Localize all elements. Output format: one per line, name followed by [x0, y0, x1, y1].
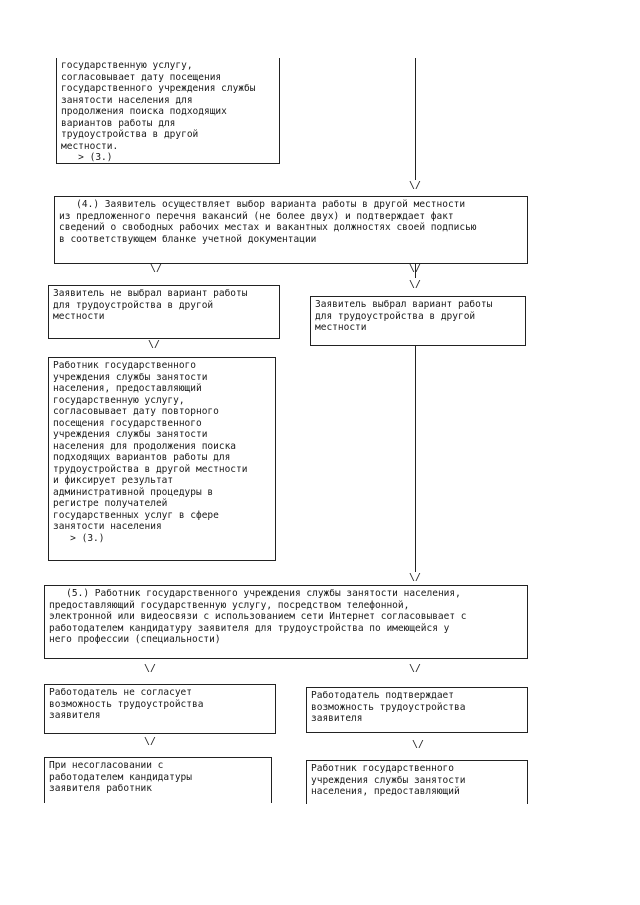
arrow-down-icon: \/ — [148, 339, 161, 350]
arrow-down-icon: \/ — [144, 736, 157, 747]
step-4-box: (4.) Заявитель осуществляет выбор варианта работы в другой местности из предложенного перечня вакансий (не более двух) и подтверждает факт сведений о свободных рабочих местах и вакантных должностях своей подписью в соответствующем бланке учетной документации — [54, 196, 528, 264]
worker-reschedule-box: Работник государственного учреждения службы занятости населения, предоставляющий государственную услугу, согласовывает дату повторного посещения государственного учреждения службы занятости населения для продолжения поиска подходящих вариантов работы для трудоустройства в другой местности и фиксирует результат административной процедуры в регистре получателей государственных услуг в сфере занятости населения > (3.) — [48, 357, 276, 561]
connector-line — [415, 346, 416, 572]
step-5-box: (5.) Работник государственного учреждения службы занятости населения, предоставляющий государственную услугу, посредством телефонной, электронной или видеосвязи с использованием сети Интернет согласовывает с работодателем кандидатуру заявителя для трудоустройства по имеющейся у него профессии (специальности) — [44, 585, 528, 659]
worker-continued-box: Работник государственного учреждения службы занятости населения, предоставляющий — [306, 760, 528, 804]
arrow-down-icon: \/ — [409, 663, 422, 674]
arrow-down-icon: \/ — [409, 279, 422, 290]
applicant-chosen-box: Заявитель выбрал вариант работы для трудоустройства в другой местности — [310, 296, 526, 346]
connector-line — [415, 58, 416, 180]
arrow-down-icon: \/ — [409, 572, 422, 583]
step-3-continuation-box: государственную услугу, согласовывает дату посещения государственного учреждения службы занятости населения для продолжения поиска подходящих вариантов работы для трудоустройства в другой местности. > (3.) — [56, 58, 280, 164]
arrow-down-icon: \/ — [144, 663, 157, 674]
connector-line — [415, 264, 416, 278]
employer-disagrees-box: Работодатель не согласует возможность трудоустройства заявителя — [44, 684, 276, 734]
applicant-not-chosen-box: Заявитель не выбрал вариант работы для трудоустройства в другой местности — [48, 285, 280, 339]
employer-confirms-box: Работодатель подтверждает возможность трудоустройства заявителя — [306, 687, 528, 733]
arrow-down-icon: \/ — [409, 180, 422, 191]
arrow-down-icon: \/ — [150, 263, 163, 274]
arrow-down-icon: \/ — [412, 739, 425, 750]
arrow-down-icon: \/ — [409, 263, 422, 274]
disagreement-worker-box: При несогласовании с работодателем кандидатуры заявителя работник — [44, 757, 272, 803]
